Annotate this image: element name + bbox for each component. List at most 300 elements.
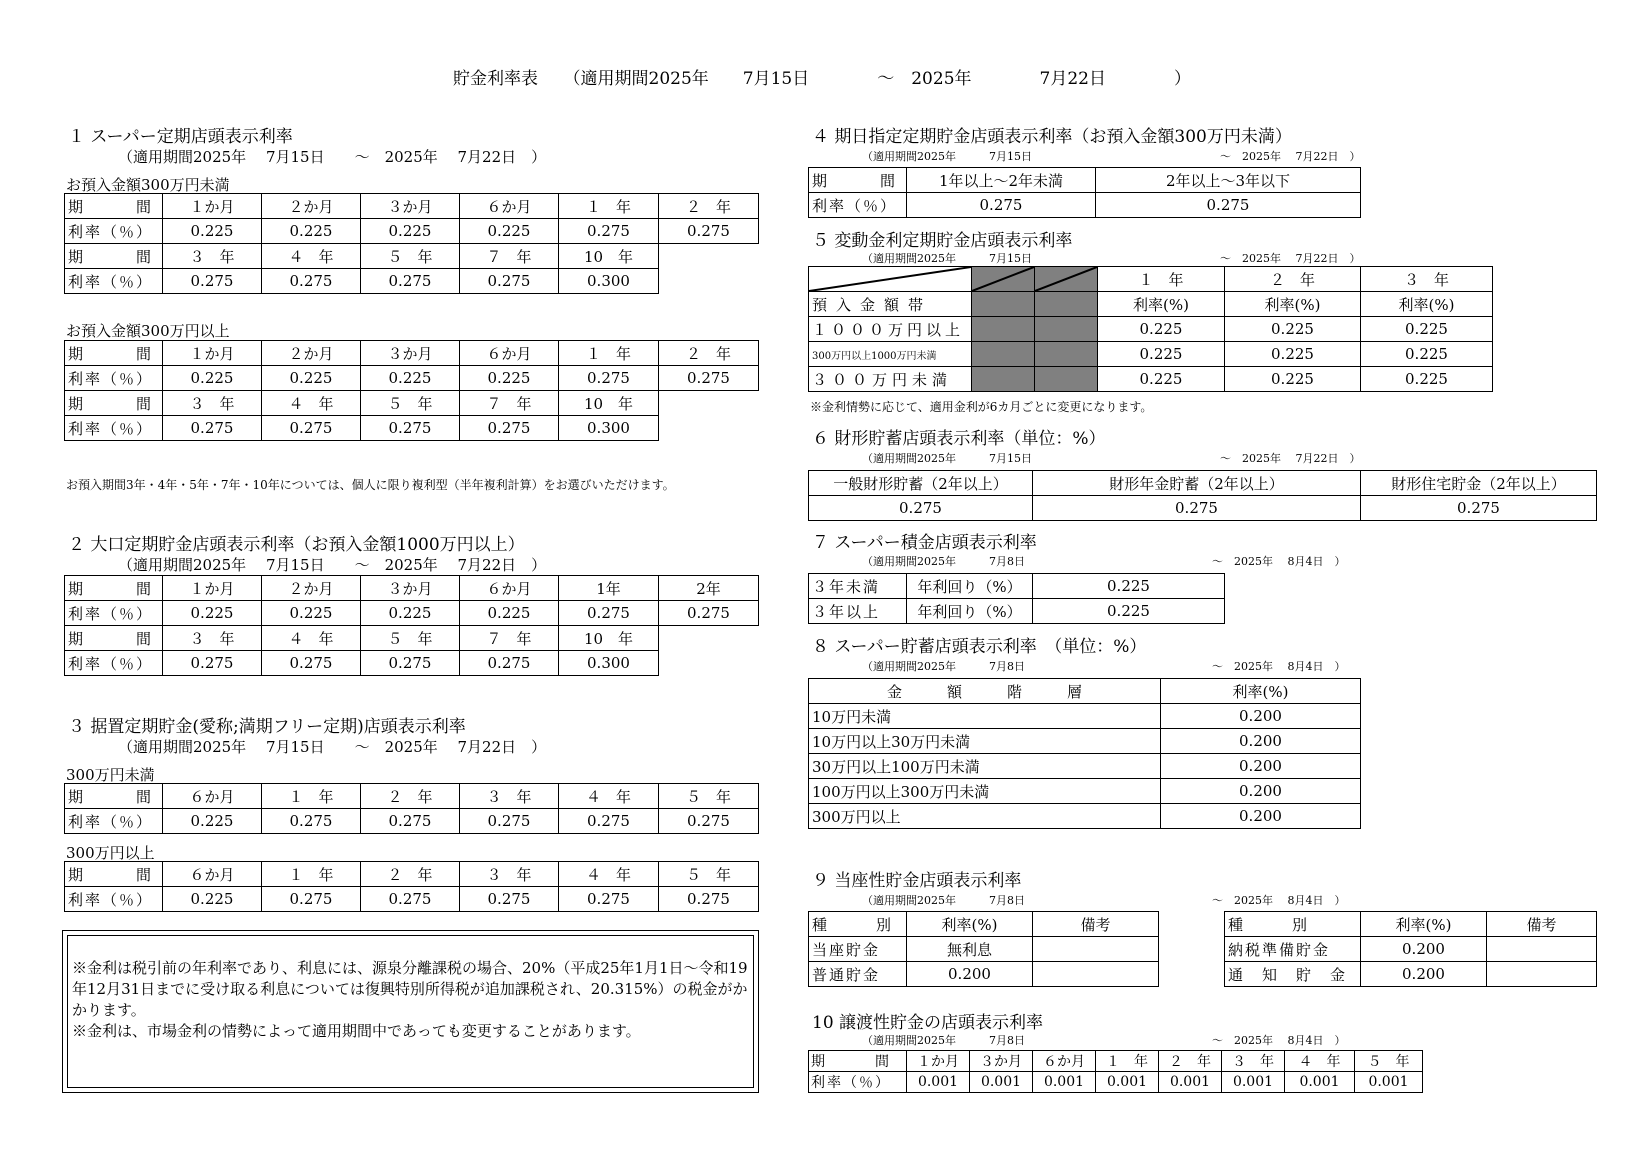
cell: 利率（％） bbox=[65, 601, 163, 626]
cell: 0.200 bbox=[1161, 729, 1361, 754]
cell: 金 額 階 層 bbox=[809, 679, 1161, 704]
s8-table bbox=[808, 678, 1361, 829]
s7-heading: ７ スーパー積金店頭表示利率 bbox=[812, 533, 1037, 553]
s1-table-over bbox=[64, 340, 759, 441]
s1-under-label: お預入金額300万円未満 bbox=[66, 176, 230, 194]
cell: 0.200 bbox=[907, 962, 1033, 987]
table-row bbox=[809, 496, 1597, 521]
cell: 0.275 bbox=[659, 219, 759, 244]
cell: 0.275 bbox=[460, 269, 559, 294]
cell: 10 年 bbox=[559, 244, 659, 269]
s1-note: お預入期間3年・4年・5年・7年・10年については、個人に限り複利型（半年複利計算）をお選びいただけます。 bbox=[66, 478, 675, 492]
cell: 0.225 bbox=[1225, 342, 1361, 367]
cell: 0.225 bbox=[262, 219, 361, 244]
cell: 0.225 bbox=[361, 219, 460, 244]
cell bbox=[659, 391, 759, 416]
cell: ２か月 bbox=[262, 576, 361, 601]
cell: 0.225 bbox=[262, 366, 361, 391]
cell: 0.001 bbox=[1285, 1072, 1355, 1093]
cell: 10 年 bbox=[559, 391, 659, 416]
cell: ５ 年 bbox=[1355, 1051, 1423, 1072]
cell: ４ 年 bbox=[559, 862, 659, 887]
cell: 0.300 bbox=[559, 269, 659, 294]
cell: 0.275 bbox=[460, 651, 559, 676]
cell: 0.001 bbox=[1159, 1072, 1222, 1093]
cell: 0.225 bbox=[1361, 317, 1493, 342]
cell: 0.225 bbox=[163, 809, 262, 834]
cell: 0.275 bbox=[460, 887, 559, 912]
cell: 0.275 bbox=[262, 887, 361, 912]
cell: 預入金額帯 bbox=[809, 292, 972, 317]
cell bbox=[659, 651, 759, 676]
s6-table bbox=[808, 470, 1597, 521]
s8-period-start: （適用期間2025年 7月8日 bbox=[862, 660, 1025, 673]
table-row bbox=[809, 193, 1361, 218]
cell: 2年以上～3年以下 bbox=[1096, 168, 1361, 193]
cell: １ 年 bbox=[559, 194, 659, 219]
s10-heading: 10 譲渡性貯金の店頭表示利率 bbox=[812, 1013, 1044, 1033]
gray-cell bbox=[1035, 317, 1098, 342]
table-row bbox=[65, 391, 759, 416]
cell: １０００万円以上 bbox=[809, 317, 972, 342]
s8-period-end: ～ 2025年 8月4日 ） bbox=[1212, 660, 1346, 673]
cell: 利率(%) bbox=[1361, 292, 1493, 317]
cell: 期 間 bbox=[65, 194, 163, 219]
cell: 一般財形貯蓄（2年以上） bbox=[809, 471, 1033, 496]
cell: 0.275 bbox=[559, 887, 659, 912]
cell: 利率(%) bbox=[1098, 292, 1225, 317]
table-row bbox=[809, 168, 1361, 193]
cell: 0.275 bbox=[1033, 496, 1361, 521]
cell: 300万円以上 bbox=[809, 804, 1161, 829]
cell: １ 年 bbox=[262, 862, 361, 887]
table-row bbox=[809, 962, 1159, 987]
cell: ６か月 bbox=[163, 862, 262, 887]
cell: 期 間 bbox=[65, 862, 163, 887]
s7-period-end: ～ 2025年 8月4日 ） bbox=[1212, 555, 1346, 568]
cell: 0.275 bbox=[163, 416, 262, 441]
cell: ２か月 bbox=[262, 194, 361, 219]
gray-cell bbox=[1035, 267, 1098, 292]
cell: 利率(%) bbox=[1161, 679, 1361, 704]
cell: ３年以上 bbox=[809, 599, 907, 624]
cell: 年利回り（%） bbox=[907, 574, 1033, 599]
s6-period-end: ～ 2025年 7月22日 ） bbox=[1220, 452, 1361, 465]
cell: 0.225 bbox=[163, 219, 262, 244]
table-row bbox=[1225, 912, 1597, 937]
cell: 0.225 bbox=[1098, 342, 1225, 367]
cell: ３００万円未満 bbox=[809, 367, 972, 392]
table-row bbox=[1225, 937, 1597, 962]
cell bbox=[659, 626, 759, 651]
cell: ７ 年 bbox=[460, 244, 559, 269]
cell: 2年 bbox=[659, 576, 759, 601]
cell: 0.275 bbox=[163, 269, 262, 294]
s3-under-label: 300万円未満 bbox=[66, 766, 155, 784]
cell: ２ 年 bbox=[361, 784, 460, 809]
cell: ５ 年 bbox=[659, 784, 759, 809]
cell: 0.225 bbox=[1361, 342, 1493, 367]
cell: 0.275 bbox=[361, 809, 460, 834]
cell: 0.225 bbox=[1098, 317, 1225, 342]
s5-note: ※金利情勢に応じて、適用金利が6カ月ごとに変更になります。 bbox=[810, 400, 1153, 414]
cell: 0.275 bbox=[361, 269, 460, 294]
table-row bbox=[809, 704, 1361, 729]
cell: 0.001 bbox=[907, 1072, 970, 1093]
table-row bbox=[809, 367, 1493, 392]
cell: ４ 年 bbox=[262, 391, 361, 416]
gray-cell bbox=[972, 342, 1035, 367]
cell: 0.275 bbox=[559, 601, 659, 626]
cell: 普通貯金 bbox=[809, 962, 907, 987]
cell: 利率（％） bbox=[65, 809, 163, 834]
s1-table-under bbox=[64, 193, 759, 294]
cell: 0.275 bbox=[262, 269, 361, 294]
cell: 0.275 bbox=[659, 809, 759, 834]
cell: 0.200 bbox=[1161, 779, 1361, 804]
cell: １ 年 bbox=[1096, 1051, 1159, 1072]
table-row bbox=[65, 416, 759, 441]
cell: ６か月 bbox=[460, 576, 559, 601]
notice-box bbox=[62, 930, 759, 1093]
cell: ６か月 bbox=[1033, 1051, 1096, 1072]
cell: ６か月 bbox=[460, 341, 559, 366]
cell: 0.275 bbox=[262, 416, 361, 441]
cell: 財形住宅貯金（2年以上） bbox=[1361, 471, 1597, 496]
cell: １ 年 bbox=[262, 784, 361, 809]
cell: 1年 bbox=[559, 576, 659, 601]
cell bbox=[659, 416, 759, 441]
cell: ３ 年 bbox=[163, 391, 262, 416]
cell: 0.275 bbox=[163, 651, 262, 676]
cell: 0.225 bbox=[262, 601, 361, 626]
cell: ７ 年 bbox=[460, 626, 559, 651]
diagonal-cell bbox=[809, 267, 972, 292]
cell: 0.275 bbox=[1361, 496, 1597, 521]
s4-heading: ４ 期日指定定期貯金店頭表示利率（お預入金額300万円未満） bbox=[812, 127, 1292, 147]
table-row bbox=[809, 317, 1493, 342]
cell: ２ 年 bbox=[1159, 1051, 1222, 1072]
table-row bbox=[65, 651, 759, 676]
cell bbox=[1033, 937, 1159, 962]
s9-period-start: （適用期間2025年 7月8日 bbox=[862, 894, 1025, 907]
cell: 300万円以上1000万円未満 bbox=[809, 342, 972, 367]
gray-cell bbox=[1035, 292, 1098, 317]
cell: 利率(%) bbox=[1361, 912, 1487, 937]
cell: 0.275 bbox=[809, 496, 1033, 521]
cell: 利率（％） bbox=[65, 366, 163, 391]
s6-heading: ６ 財形貯蓄店頭表示利率（単位：%） bbox=[812, 429, 1106, 449]
gray-cell bbox=[972, 367, 1035, 392]
s3-table-over bbox=[64, 861, 759, 912]
cell: 0.275 bbox=[262, 651, 361, 676]
title-period: （適用期間2025年 7月15日 ～ 2025年 7月22日 ） bbox=[572, 69, 1191, 89]
table-row bbox=[65, 626, 759, 651]
cell: １か月 bbox=[163, 341, 262, 366]
cell: 備考 bbox=[1487, 912, 1597, 937]
cell: 0.275 bbox=[559, 809, 659, 834]
cell: 0.225 bbox=[460, 366, 559, 391]
table-row bbox=[809, 679, 1361, 704]
page-title bbox=[0, 64, 1644, 89]
s8-heading: ８ スーパー貯蓄店頭表示利率 （単位：%） bbox=[812, 637, 1147, 657]
cell: 期 間 bbox=[65, 244, 163, 269]
cell: 利率(%) bbox=[1225, 292, 1361, 317]
table-row bbox=[809, 1051, 1423, 1072]
s2-heading: ２ 大口定期貯金店頭表示利率（お預入金額1000万円以上） bbox=[68, 535, 525, 555]
cell: 0.200 bbox=[1361, 937, 1487, 962]
s9-table-left bbox=[808, 911, 1159, 987]
s10-table bbox=[808, 1050, 1423, 1093]
s7-period-start: （適用期間2025年 7月8日 bbox=[862, 555, 1025, 568]
cell: 納税準備貯金 bbox=[1225, 937, 1361, 962]
cell: ４ 年 bbox=[559, 784, 659, 809]
table-row bbox=[809, 779, 1361, 804]
cell: 0.200 bbox=[1161, 704, 1361, 729]
s2-table bbox=[64, 575, 759, 676]
cell: 利率（％） bbox=[65, 887, 163, 912]
cell: 0.225 bbox=[460, 219, 559, 244]
s7-table bbox=[808, 573, 1225, 624]
cell: ２か月 bbox=[262, 341, 361, 366]
s9-heading: ９ 当座性貯金店頭表示利率 bbox=[812, 871, 1022, 891]
cell: 種 別 bbox=[809, 912, 907, 937]
cell: 0.225 bbox=[1225, 317, 1361, 342]
cell: 0.225 bbox=[1225, 367, 1361, 392]
cell: ２ 年 bbox=[659, 341, 759, 366]
cell: 10万円以上30万円未満 bbox=[809, 729, 1161, 754]
cell: ３ 年 bbox=[163, 244, 262, 269]
cell: 0.275 bbox=[659, 887, 759, 912]
cell: 0.001 bbox=[970, 1072, 1033, 1093]
s3-table-under bbox=[64, 783, 759, 834]
table-row bbox=[809, 342, 1493, 367]
table-row bbox=[65, 784, 759, 809]
s5-period-start: （適用期間2025年 7月15日 bbox=[862, 252, 1032, 265]
cell: 0.275 bbox=[460, 809, 559, 834]
cell: 1年以上～2年未満 bbox=[907, 168, 1096, 193]
cell: 利率(%) bbox=[907, 912, 1033, 937]
cell: 0.225 bbox=[163, 601, 262, 626]
s10-period-start: （適用期間2025年 7月8日 bbox=[862, 1034, 1025, 1047]
cell: 通 知 貯 金 bbox=[1225, 962, 1361, 987]
cell: ５ 年 bbox=[361, 626, 460, 651]
table-row bbox=[809, 804, 1361, 829]
table-row bbox=[65, 809, 759, 834]
cell: 0.200 bbox=[1161, 804, 1361, 829]
notice-line2: ※金利は、市場金利の情勢によって適用期間中であっても変更することがあります。 bbox=[72, 1022, 641, 1040]
cell: 0.275 bbox=[559, 219, 659, 244]
cell: 0.275 bbox=[659, 601, 759, 626]
cell: 期 間 bbox=[65, 784, 163, 809]
cell: 0.001 bbox=[1355, 1072, 1423, 1093]
cell: 期 間 bbox=[65, 341, 163, 366]
cell: 0.275 bbox=[361, 887, 460, 912]
cell: 期 間 bbox=[809, 168, 907, 193]
cell: 期 間 bbox=[65, 576, 163, 601]
cell: 利率（％） bbox=[65, 269, 163, 294]
table-row bbox=[809, 471, 1597, 496]
cell: ５ 年 bbox=[361, 391, 460, 416]
cell: 30万円以上100万円未満 bbox=[809, 754, 1161, 779]
table-row bbox=[65, 601, 759, 626]
s5-period-end: ～ 2025年 7月22日 ） bbox=[1220, 252, 1361, 265]
cell: 利率（％） bbox=[65, 651, 163, 676]
cell: 利率（％） bbox=[809, 1072, 907, 1093]
cell: 利率（％） bbox=[65, 416, 163, 441]
cell: 0.225 bbox=[1033, 574, 1225, 599]
cell: ３ 年 bbox=[1222, 1051, 1285, 1072]
table-row bbox=[809, 267, 1493, 292]
cell: 0.275 bbox=[907, 193, 1096, 218]
cell: ３ 年 bbox=[460, 784, 559, 809]
cell: ４ 年 bbox=[262, 626, 361, 651]
s2-period: （適用期間2025年 7月15日 ～ 2025年 7月22日 ） bbox=[118, 556, 547, 574]
cell: 期 間 bbox=[65, 626, 163, 651]
table-row bbox=[809, 292, 1493, 317]
cell: 0.275 bbox=[1096, 193, 1361, 218]
table-row bbox=[809, 1072, 1423, 1093]
cell: １ 年 bbox=[1098, 267, 1225, 292]
cell: 0.200 bbox=[1161, 754, 1361, 779]
cell: 0.300 bbox=[559, 651, 659, 676]
cell: 無利息 bbox=[907, 937, 1033, 962]
cell: 0.275 bbox=[361, 416, 460, 441]
cell: 0.001 bbox=[1033, 1072, 1096, 1093]
cell: 0.225 bbox=[361, 601, 460, 626]
cell: 種 別 bbox=[1225, 912, 1361, 937]
table-row bbox=[809, 912, 1159, 937]
table-row bbox=[65, 194, 759, 219]
title-text: 貯金利率表 bbox=[453, 69, 539, 89]
cell: １か月 bbox=[163, 576, 262, 601]
cell: 利率（％） bbox=[809, 193, 907, 218]
cell: 期 間 bbox=[809, 1051, 907, 1072]
table-row bbox=[65, 269, 759, 294]
table-row bbox=[65, 366, 759, 391]
gray-cell bbox=[972, 292, 1035, 317]
s5-table bbox=[808, 266, 1493, 392]
s4-table bbox=[808, 167, 1361, 218]
cell: １か月 bbox=[163, 194, 262, 219]
s6-period-start: （適用期間2025年 7月15日 bbox=[862, 452, 1032, 465]
s3-heading: ３ 据置定期貯金(愛称;満期フリー定期)店頭表示利率 bbox=[68, 717, 466, 737]
table-row bbox=[809, 729, 1361, 754]
cell bbox=[1487, 937, 1597, 962]
cell: 0.200 bbox=[1361, 962, 1487, 987]
cell: ３ 年 bbox=[1361, 267, 1493, 292]
cell: 10万円未満 bbox=[809, 704, 1161, 729]
cell: ７ 年 bbox=[460, 391, 559, 416]
gray-cell bbox=[972, 317, 1035, 342]
s1-over-label: お預入金額300万円以上 bbox=[66, 322, 230, 340]
cell: ２ 年 bbox=[1225, 267, 1361, 292]
cell: ３ 年 bbox=[460, 862, 559, 887]
s3-period: （適用期間2025年 7月15日 ～ 2025年 7月22日 ） bbox=[118, 738, 547, 756]
cell bbox=[1033, 962, 1159, 987]
cell: 0.225 bbox=[1033, 599, 1225, 624]
gray-cell bbox=[972, 267, 1035, 292]
table-row bbox=[65, 576, 759, 601]
cell: ５ 年 bbox=[659, 862, 759, 887]
table-row bbox=[809, 574, 1225, 599]
cell: １ 年 bbox=[559, 341, 659, 366]
cell: 0.300 bbox=[559, 416, 659, 441]
s3-over-label: 300万円以上 bbox=[66, 844, 155, 862]
cell: １か月 bbox=[907, 1051, 970, 1072]
s5-heading: ５ 変動金利定期貯金店頭表示利率 bbox=[812, 231, 1073, 251]
notice-line1: ※金利は税引前の年利率であり、利息には、源泉分離課税の場合、20%（平成25年1月1日～令和19年12月31日までに受け取る利息については復興特別所得税が追加課税され、20.315%）の税金がかかります。 bbox=[72, 959, 748, 1019]
table-row bbox=[1225, 962, 1597, 987]
table-row bbox=[809, 937, 1159, 962]
cell: ３年未満 bbox=[809, 574, 907, 599]
s4-period-end: ～ 2025年 7月22日 ） bbox=[1220, 150, 1361, 163]
s1-period: （適用期間2025年 7月15日 ～ 2025年 7月22日 ） bbox=[118, 148, 547, 166]
cell: 当座貯金 bbox=[809, 937, 907, 962]
gray-cell bbox=[1035, 367, 1098, 392]
table-row bbox=[65, 341, 759, 366]
table-row bbox=[65, 887, 759, 912]
cell bbox=[1487, 962, 1597, 987]
cell: 0.275 bbox=[262, 809, 361, 834]
cell: ６か月 bbox=[163, 784, 262, 809]
cell: ２ 年 bbox=[659, 194, 759, 219]
cell: 0.001 bbox=[1222, 1072, 1285, 1093]
cell: ３か月 bbox=[361, 194, 460, 219]
cell: 100万円以上300万円未満 bbox=[809, 779, 1161, 804]
cell bbox=[659, 269, 759, 294]
cell: 0.225 bbox=[163, 887, 262, 912]
cell: 0.275 bbox=[659, 366, 759, 391]
cell: 備考 bbox=[1033, 912, 1159, 937]
cell: 0.001 bbox=[1096, 1072, 1159, 1093]
table-row bbox=[809, 754, 1361, 779]
cell: 0.275 bbox=[460, 416, 559, 441]
cell: 0.225 bbox=[460, 601, 559, 626]
cell: 0.275 bbox=[361, 651, 460, 676]
cell: 0.225 bbox=[1098, 367, 1225, 392]
notice-inner bbox=[67, 935, 754, 1088]
cell bbox=[659, 244, 759, 269]
table-row bbox=[65, 244, 759, 269]
cell: 0.225 bbox=[361, 366, 460, 391]
cell: 年利回り（%） bbox=[907, 599, 1033, 624]
cell: 期 間 bbox=[65, 391, 163, 416]
table-row bbox=[65, 219, 759, 244]
cell: 0.275 bbox=[559, 366, 659, 391]
cell: 財形年金貯蓄（2年以上） bbox=[1033, 471, 1361, 496]
gray-cell bbox=[1035, 342, 1098, 367]
table-row bbox=[65, 862, 759, 887]
cell: ６か月 bbox=[460, 194, 559, 219]
cell: ３か月 bbox=[361, 576, 460, 601]
cell: ５ 年 bbox=[361, 244, 460, 269]
cell: ２ 年 bbox=[361, 862, 460, 887]
s9-table-right bbox=[1224, 911, 1597, 987]
s4-period-start: （適用期間2025年 7月15日 bbox=[862, 150, 1032, 163]
s9-period-end: ～ 2025年 8月4日 ） bbox=[1212, 894, 1346, 907]
cell: ４ 年 bbox=[1285, 1051, 1355, 1072]
cell: 0.225 bbox=[1361, 367, 1493, 392]
cell: 10 年 bbox=[559, 626, 659, 651]
s1-heading: １ スーパー定期店頭表示利率 bbox=[68, 127, 293, 147]
cell: 利率（％） bbox=[65, 219, 163, 244]
cell: ４ 年 bbox=[262, 244, 361, 269]
cell: 0.225 bbox=[163, 366, 262, 391]
cell: ３か月 bbox=[361, 341, 460, 366]
s10-period-end: ～ 2025年 8月4日 ） bbox=[1212, 1034, 1346, 1047]
table-row bbox=[809, 599, 1225, 624]
